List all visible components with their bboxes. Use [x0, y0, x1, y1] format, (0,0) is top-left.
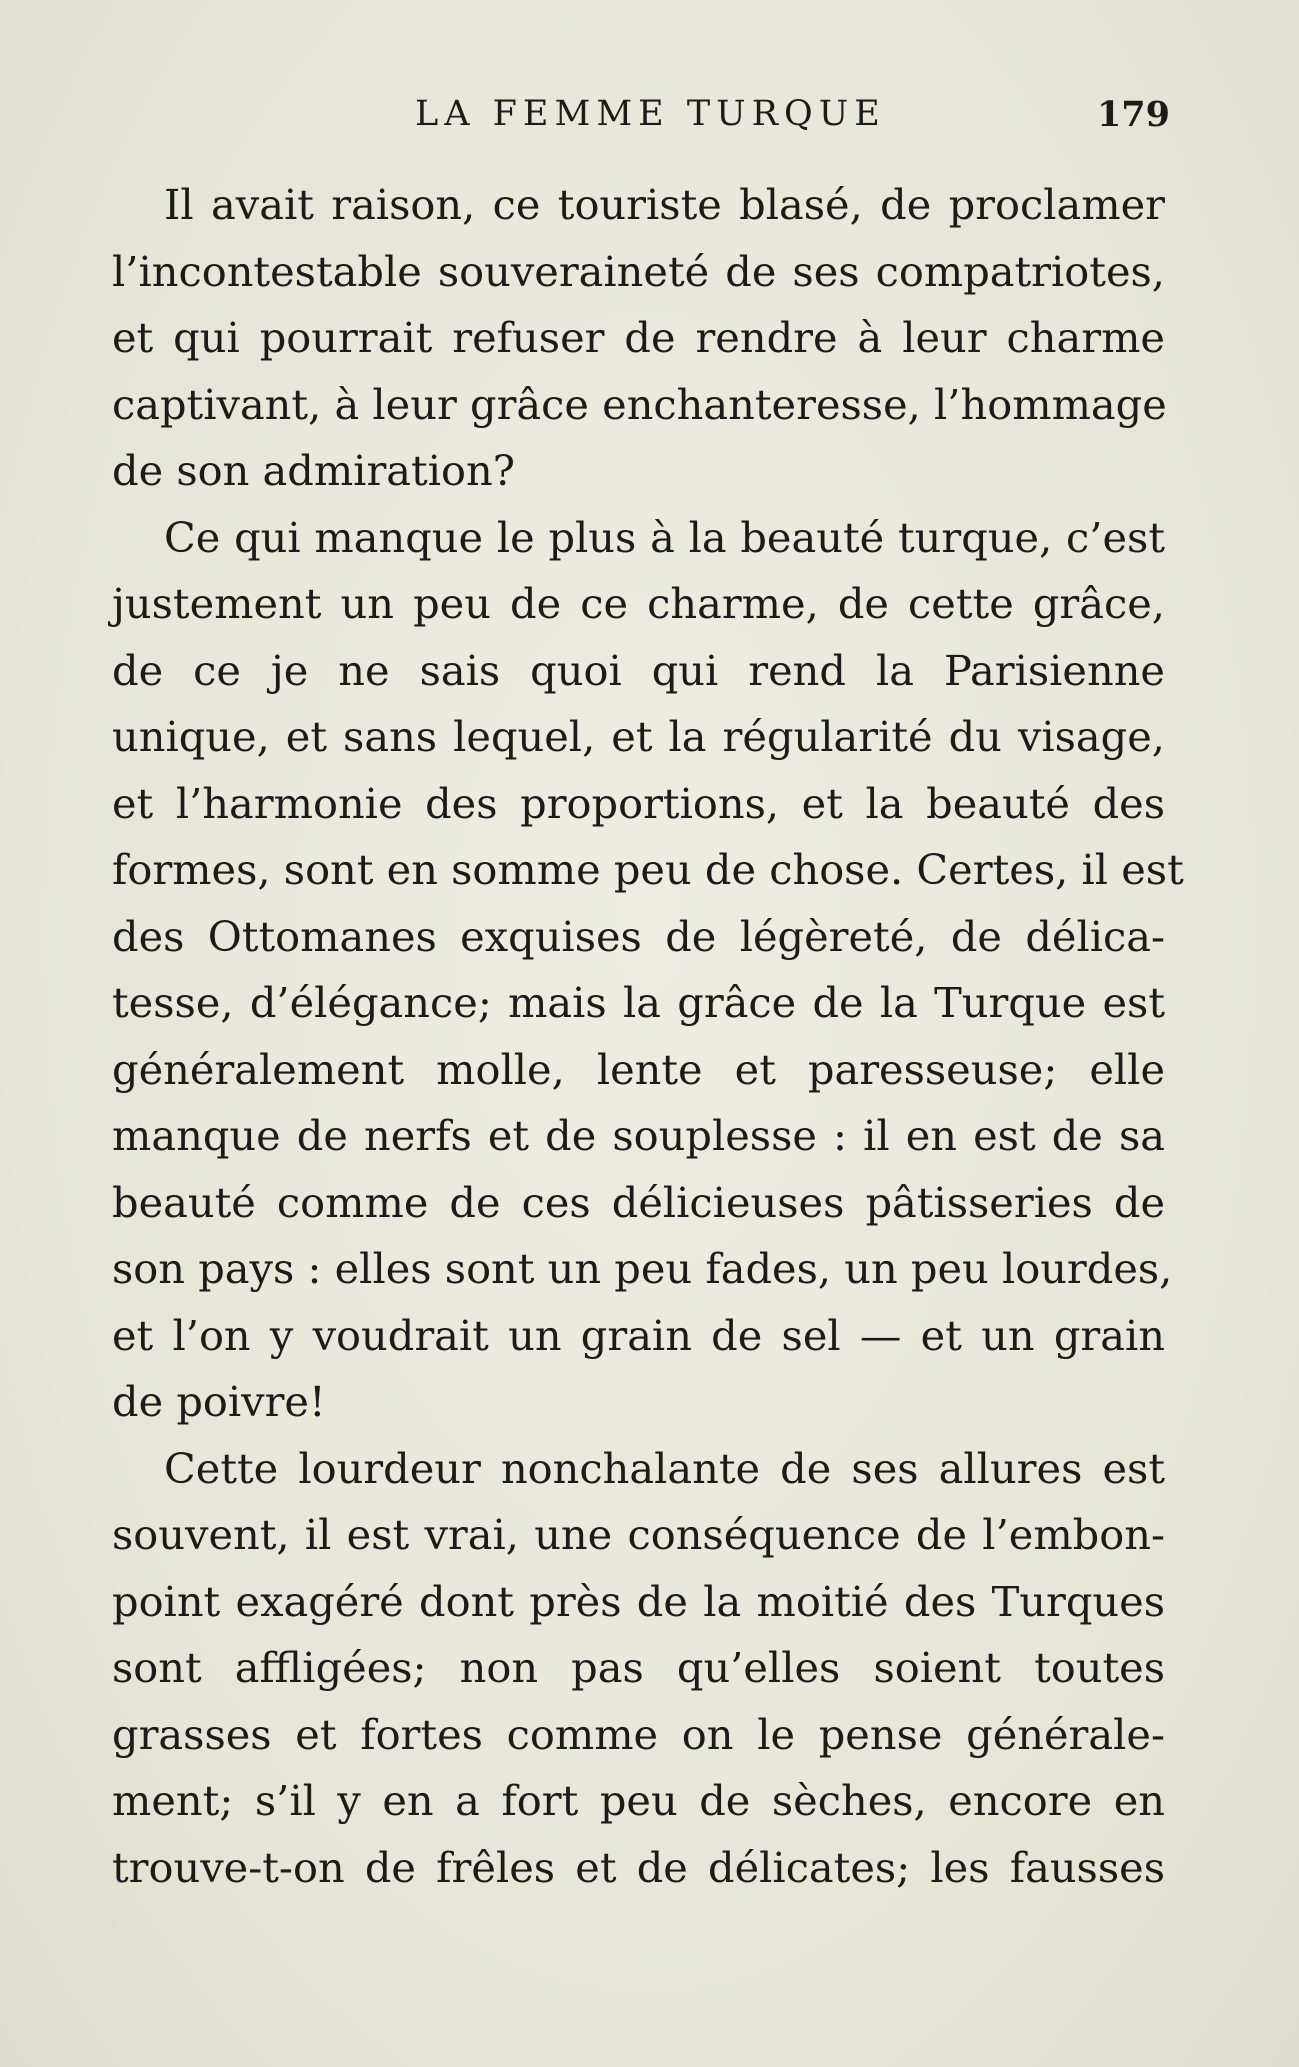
text-line: sont affligées; non pas qu’elles soient toutes [112, 1643, 1165, 1692]
text-line: unique, et sans lequel, et la régularité du visage, [112, 712, 1165, 761]
text-line: son pays : elles sont un peu fades, un peu lourdes, [112, 1244, 1173, 1293]
text-line: Ce qui manque le plus à la beauté turque, c’est [164, 512, 1165, 562]
text-line: trouve-t-on de frêles et de délicates; les fausses [112, 1842, 1165, 1892]
running-head [110, 94, 1170, 144]
text-line: beauté comme de ces délicieuses pâtisseries de [112, 1177, 1165, 1227]
text-line: et l’on y voudrait un grain de sel — et un grain [112, 1310, 1165, 1360]
text-line: et qui pourrait refuser de rendre à leur charme [112, 313, 1165, 362]
text-line: de son admiration? [112, 446, 515, 495]
page-number: 179 [1096, 94, 1170, 135]
text-line: ment; s’il y en a fort peu de sèches, encore en [112, 1776, 1165, 1825]
body-text [112, 172, 1184, 1901]
text-line: justement un peu de ce charme, de cette grâce, [112, 579, 1165, 628]
text-line: et l’harmonie des proportions, et la beauté des [112, 778, 1165, 828]
text-line: de poivre! [112, 1377, 326, 1426]
text-line: Il avait raison, ce touriste blasé, de proclamer [164, 180, 1165, 229]
text-line: des Ottomanes exquises de légèreté, de délica- [112, 911, 1165, 961]
text-line: souvent, il est vrai, une conséquence de l’embon- [112, 1510, 1165, 1559]
text-line: point exagéré dont près de la moitié des Turques [112, 1576, 1165, 1626]
running-head-title: LA FEMME TURQUE [415, 94, 886, 134]
text-line: tesse, d’élégance; mais la grâce de la Turque est [112, 978, 1165, 1027]
text-line: manque de nerfs et de souplesse : il en est de sa [112, 1111, 1165, 1160]
text-line: l’incontestable souveraineté de ses compatriotes, [112, 246, 1165, 296]
text-line: généralement molle, lente et paresseuse; elle [112, 1044, 1165, 1094]
text-line: formes, sont en somme peu de chose. Certes, il est [112, 845, 1184, 894]
text-line: captivant, à leur grâce enchanteresse, l’hommage [112, 379, 1167, 429]
text-line: grasses et fortes comme on le pense générale- [112, 1709, 1165, 1759]
text-line: de ce je ne sais quoi qui rend la Parisienne [112, 645, 1165, 695]
text-line: Cette lourdeur nonchalante de ses allures est [164, 1443, 1165, 1493]
